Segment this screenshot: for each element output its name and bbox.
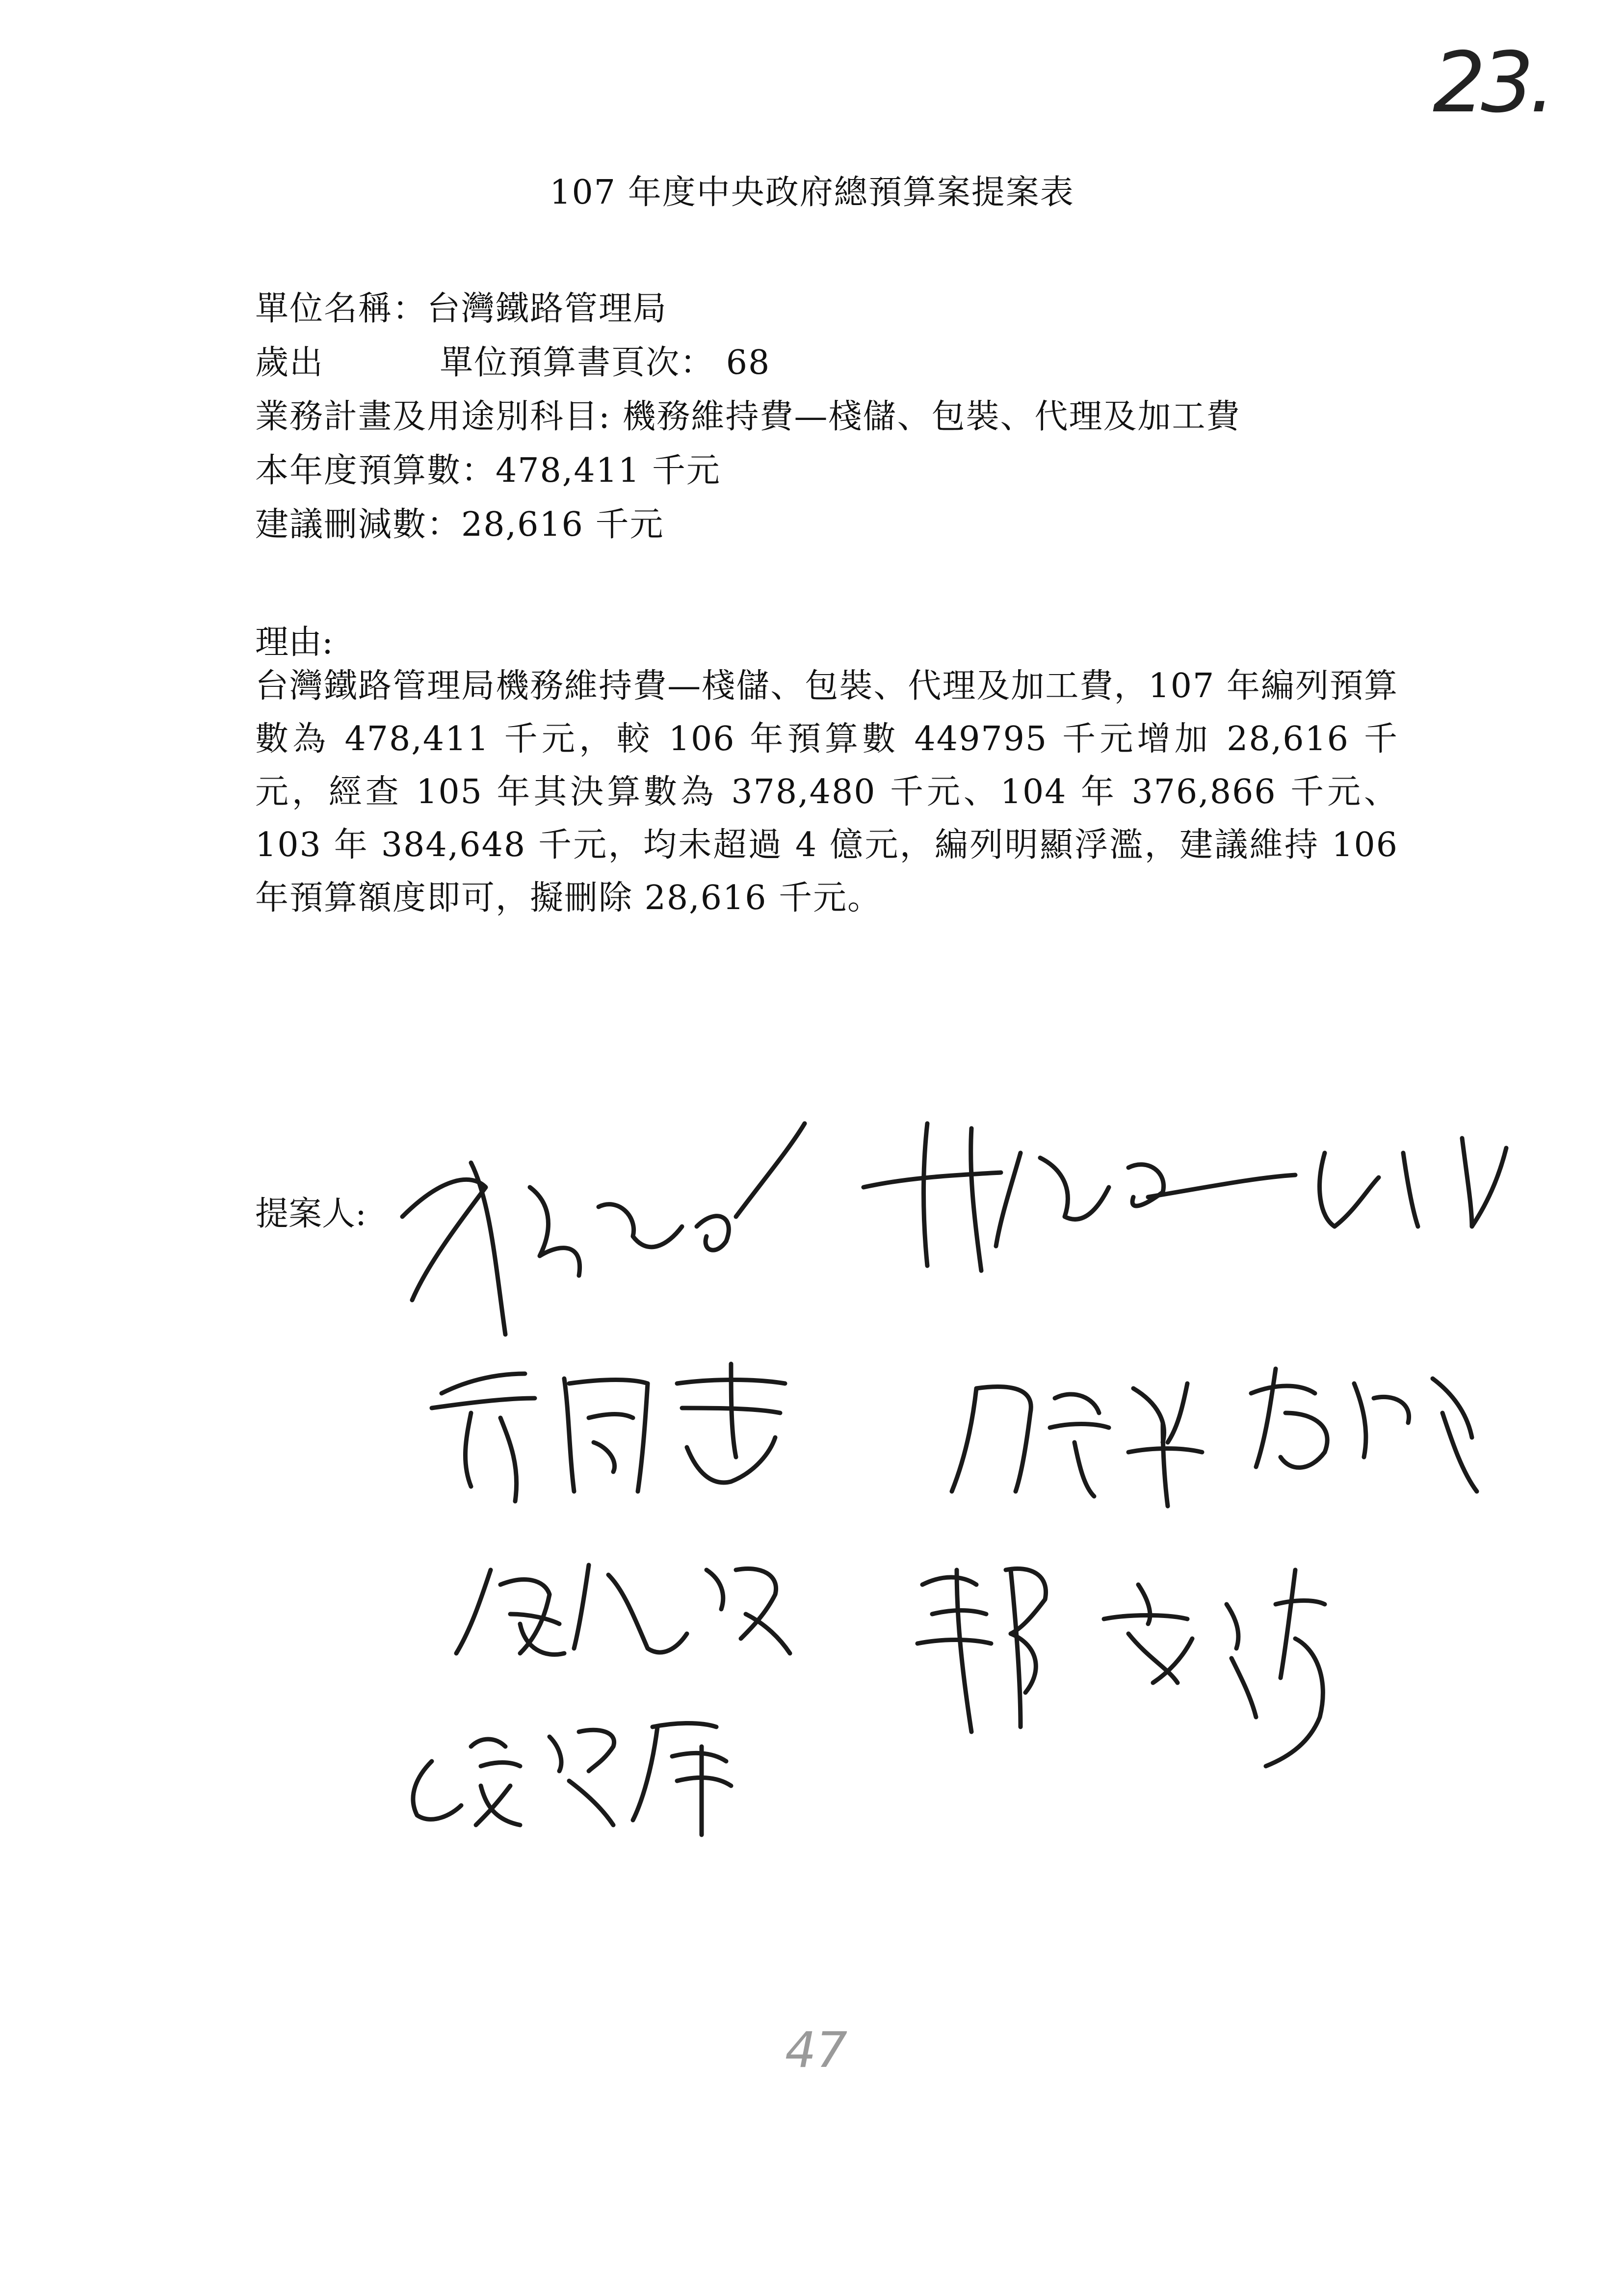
proposed-cut-field: 建議刪減數：28,616 千元 — [255, 505, 664, 544]
signature-2 — [864, 1123, 1506, 1271]
footer-page-number: 47 — [785, 2021, 848, 2079]
signature-4 — [952, 1369, 1477, 1506]
signature-6 — [917, 1569, 1325, 1767]
signature-3 — [432, 1364, 785, 1501]
plan-subject-field: 業務計畫及用途別科目: 機務維持費—棧儲、包裝、代理及加工費 — [255, 397, 1241, 436]
proposer-label: 提案人: — [255, 1195, 367, 1233]
document-title: 107 年度中央政府總預算案提案表 — [550, 173, 1074, 212]
reason-label: 理由: — [255, 623, 333, 662]
expenditure-page-field: 歲出 單位預算書頁次： 68 — [255, 343, 771, 382]
signature-7 — [413, 1723, 731, 1835]
signature-5 — [456, 1565, 790, 1655]
budget-amount-field: 本年度預算數：478,411 千元 — [255, 451, 721, 490]
signature-1 — [402, 1123, 805, 1334]
unit-name-field: 單位名稱：台灣鐵路管理局 — [255, 289, 668, 328]
reason-body: 台灣鐵路管理局機務維持費—棧儲、包裝、代理及加工費，107 年編列預算數為 478,411 千元，較 106 年預算數 449795 千元增加 28,616 千元，經查 105 年其決算數為 378,480 千元、104 年 376,866 千元、103 年 384,648 千元，均未超過 4 億元，編列明顯浮濫，建議維持 106 年預算額度即可，擬刪除 28,616 千元。 — [255, 667, 1398, 917]
handwritten-page-number: 23. — [1433, 34, 1551, 131]
